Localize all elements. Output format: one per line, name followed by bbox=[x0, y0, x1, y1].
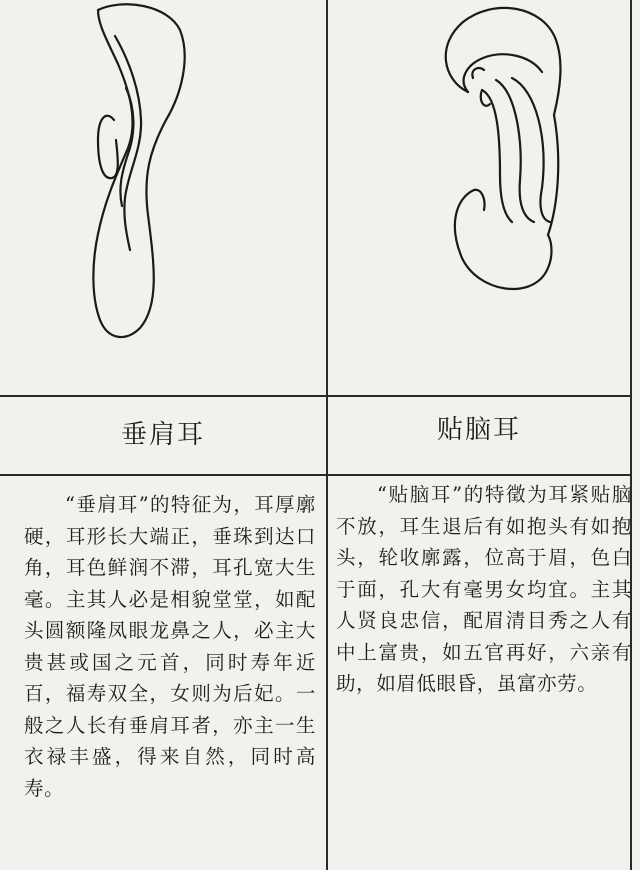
close-head-ear-title: 贴脑耳 bbox=[436, 415, 521, 445]
right-border bbox=[630, 0, 632, 870]
close-head-ear-illustration bbox=[438, 0, 568, 300]
title-divider bbox=[0, 474, 632, 476]
hanging-ear-title: 垂肩耳 bbox=[120, 420, 205, 450]
hanging-ear-description: “垂肩耳”的特征为，耳厚廓硬，耳形长大端正，垂珠到达口角，耳色鲜润不滞，耳孔宽大生毫。主其人必是相貌堂堂，如配头圆额隆凤眼龙鼻之人，必主大贵甚或国之元首，同时寿年近百，福寿双全，女则为后妃。一般之人长有垂肩耳者，亦主一生衣禄丰盛，得来自然，同时高寿。 bbox=[24, 493, 316, 800]
close-head-ear-description: “贴脑耳”的特徵为耳紧贴脑不放，耳生退后有如抱头有如抱头，轮收廓露，位高于眉，色白于面，孔大有毫男女均宜。主其人贤良忠信，配眉清目秀之人有中上富贵，如五官再好，六亲有助，如眉低眼昏，虽富亦劳。 bbox=[336, 483, 632, 695]
hanging-ear-illustration bbox=[88, 0, 198, 345]
illustration-divider bbox=[0, 395, 632, 397]
